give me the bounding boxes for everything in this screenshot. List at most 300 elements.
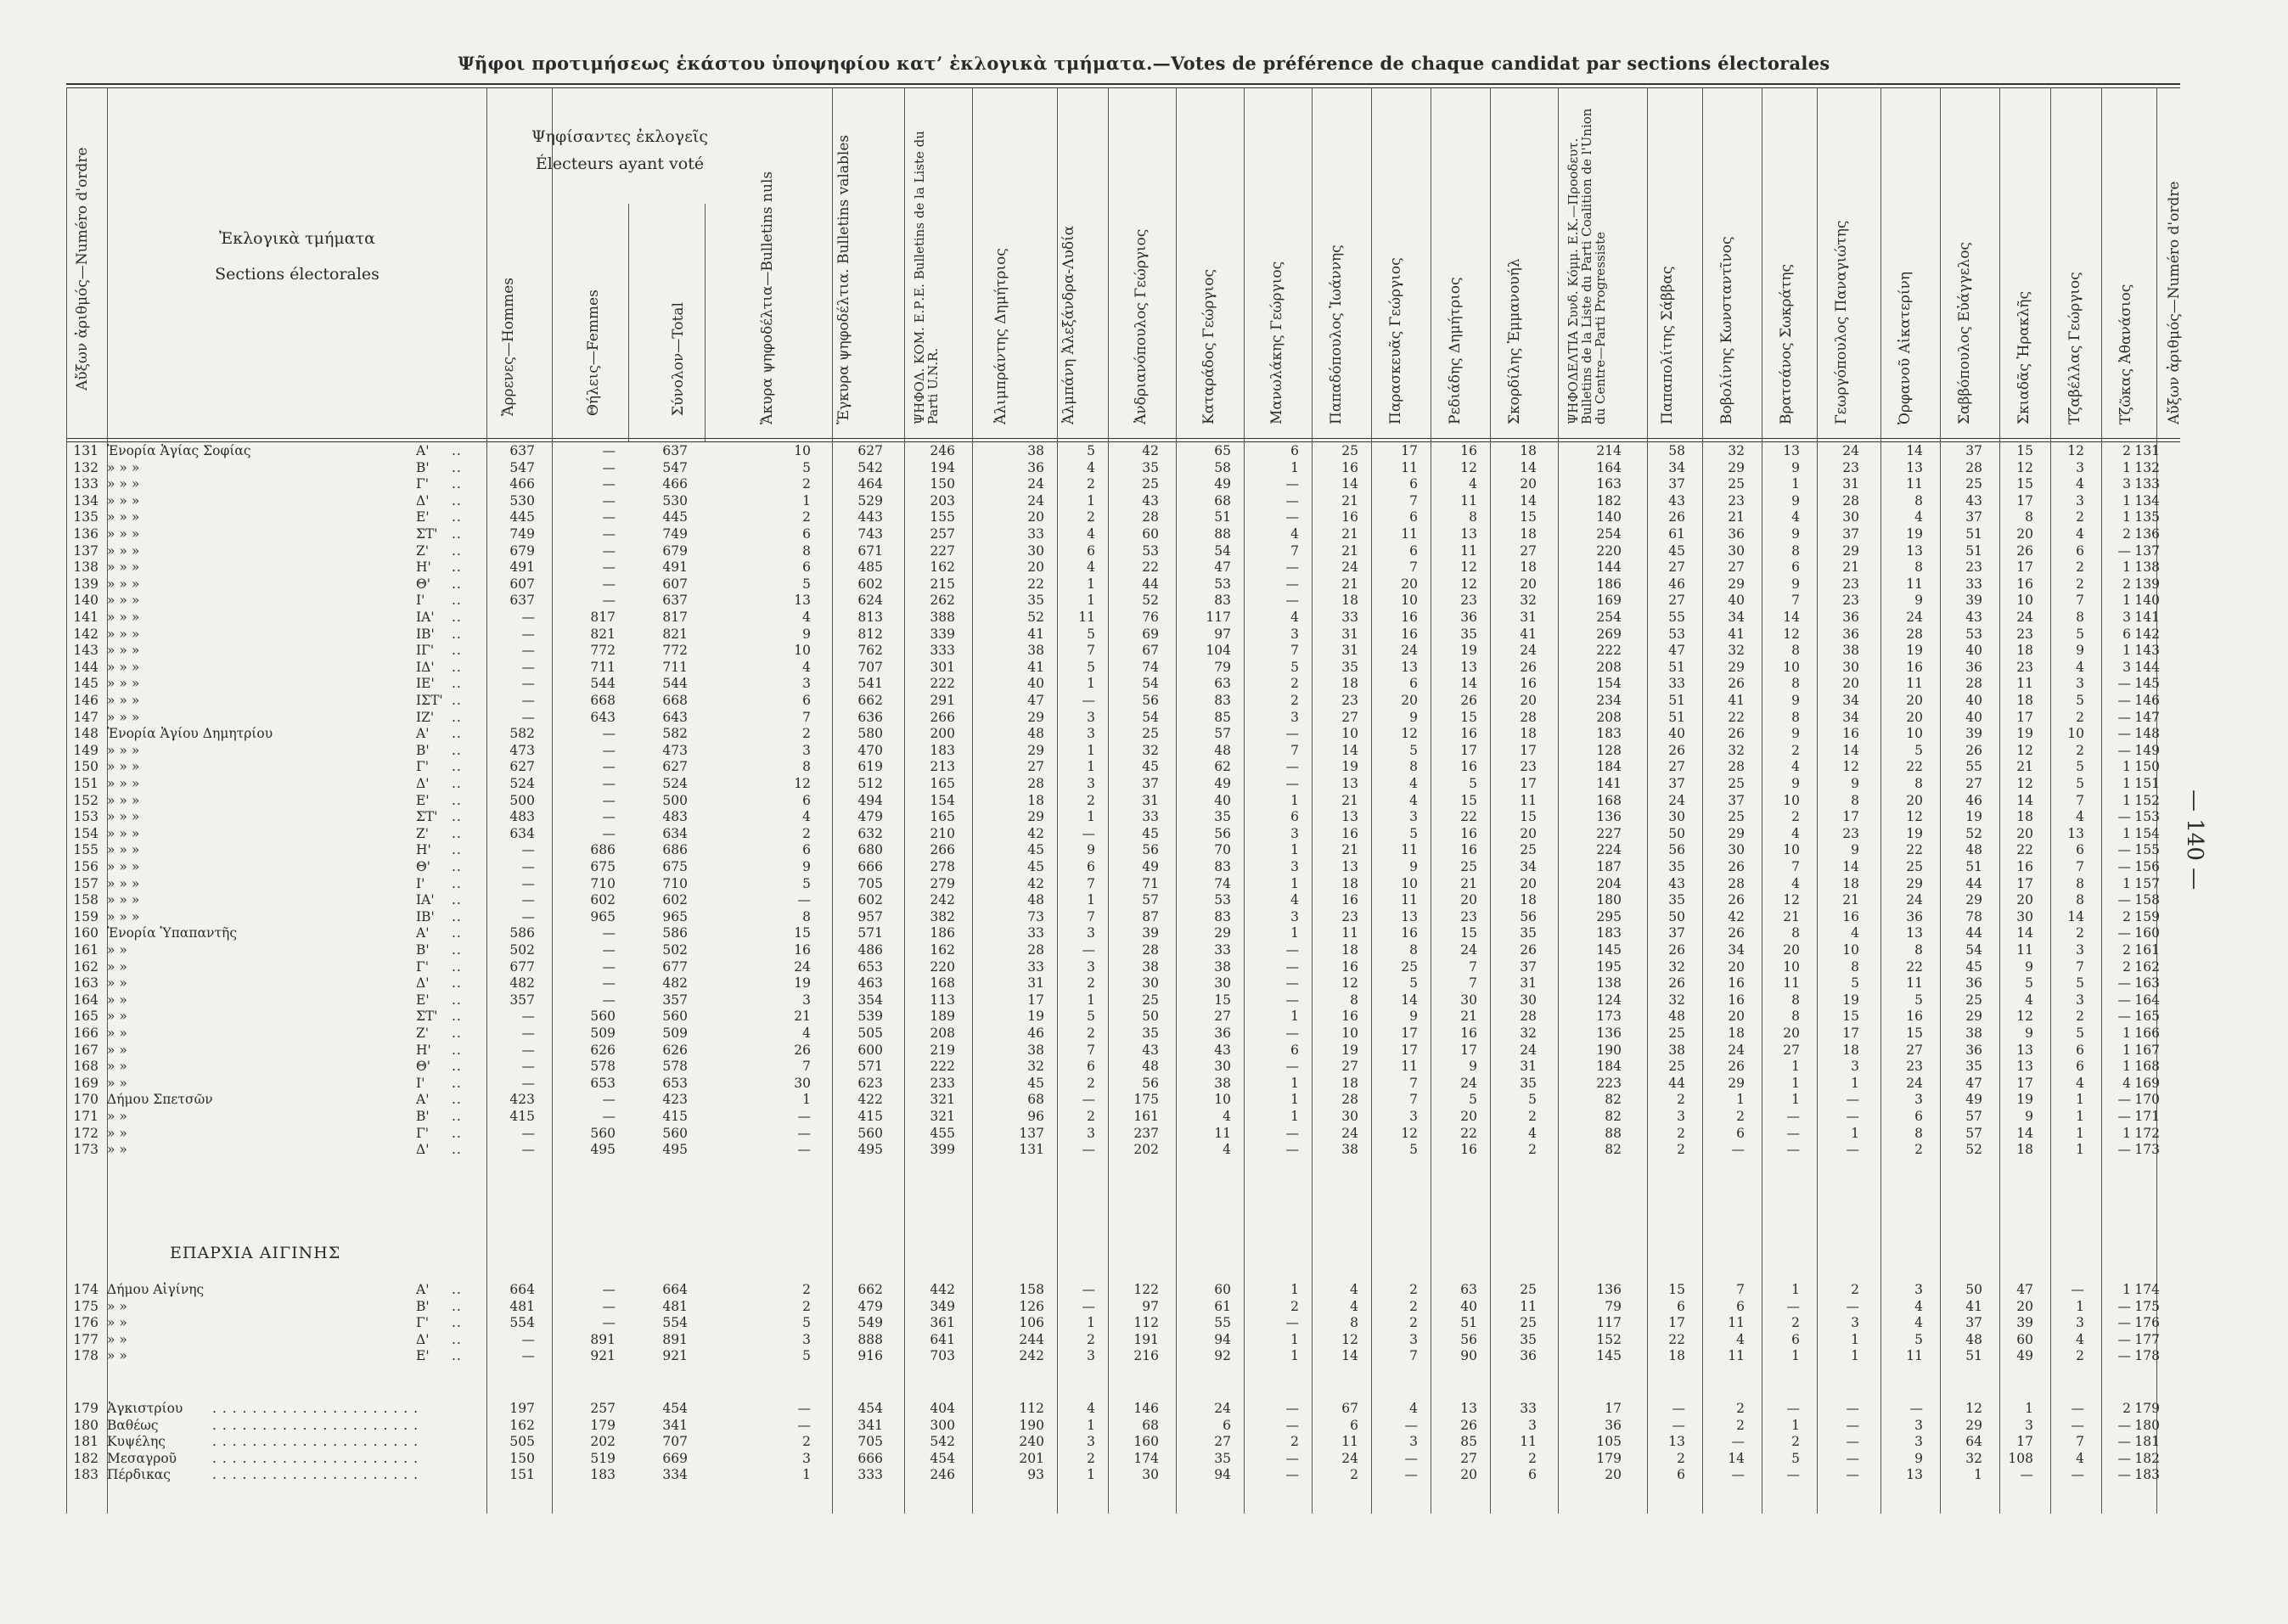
cell-value: — (797, 1125, 811, 1141)
cell-value: 8 (802, 542, 811, 559)
cell-value: 415 (662, 1109, 688, 1124)
table-row (0, 1434, 2288, 1450)
cell-value: — (1786, 1467, 1800, 1483)
cell-value: 33 (1965, 576, 1982, 592)
section-label: » » (107, 1315, 127, 1331)
cell-value: 1 (1087, 492, 1095, 509)
section-code: ΙΒ' (416, 908, 435, 924)
cell-value: 56 (1142, 842, 1159, 858)
cell-value: 5 (1851, 975, 1859, 992)
cell-value: — (2117, 1434, 2131, 1450)
cell-value: 67 (1341, 1401, 1358, 1416)
cell-value: 151 (509, 1467, 535, 1483)
cell-value: — (1285, 942, 1299, 958)
cell-value: 27 (1520, 542, 1537, 559)
cell-value: — (2117, 726, 2131, 742)
cell-value: 5 (2076, 776, 2084, 791)
cell-value: 106 (1019, 1315, 1044, 1331)
cell-value: 1 (2122, 459, 2131, 475)
cell-value: 491 (509, 559, 535, 576)
cell-value: — (1285, 576, 1299, 592)
cell-value: 30 (1142, 1467, 1159, 1483)
section-code: ΙΖ' (416, 709, 435, 725)
cell-value: 21 (1341, 842, 1358, 858)
order-number-right: 160 (2134, 925, 2160, 941)
cell-value: 25 (1965, 476, 1982, 492)
cell-value: 6 (1087, 859, 1095, 874)
cell-value: 1 (1290, 1109, 1299, 1124)
cell-value: 35 (1520, 925, 1537, 941)
cell-value: 122 (1133, 1282, 1159, 1297)
cell-value: 14 (1728, 1450, 1745, 1466)
cell-value: 1 (2122, 875, 2131, 891)
cell-value: 35 (1341, 659, 1358, 675)
cell-value: — (1846, 1092, 1859, 1108)
cell-value: 28 (1728, 759, 1745, 775)
cell-value: 227 (930, 542, 955, 559)
leader-dots: .. (452, 975, 462, 992)
cell-value: 257 (590, 1401, 616, 1416)
cell-value: 190 (1019, 1417, 1044, 1433)
cell-value: 677 (509, 958, 535, 975)
cell-value: 20 (1520, 576, 1537, 592)
cell-value: 25 (1460, 859, 1477, 874)
cell-value: 11 (1401, 892, 1418, 908)
cell-value: 481 (662, 1298, 688, 1314)
table-row (0, 593, 2288, 609)
cell-value: 2 (1851, 1282, 1859, 1297)
cell-value: 163 (1596, 476, 1622, 492)
cell-value: 266 (930, 709, 955, 725)
leader-dots: .. (452, 825, 462, 841)
cell-value: 14 (1842, 859, 1859, 874)
table-row (0, 1401, 2288, 1417)
cell-value: 49 (1142, 859, 1159, 874)
cell-value: 8 (1851, 792, 1859, 808)
cell-value: 653 (857, 958, 883, 975)
cell-value: 2 (2122, 1401, 2131, 1416)
cell-value: — (602, 925, 616, 941)
cell-value: 1 (1290, 925, 1299, 941)
cell-value: 50 (1142, 1009, 1159, 1025)
cell-value: 9 (1409, 1009, 1418, 1025)
cell-value: 560 (662, 1009, 688, 1025)
cell-value: 12 (1460, 459, 1477, 475)
cell-value: 5 (1409, 975, 1418, 992)
cell-value: 15 (1842, 1009, 1859, 1025)
cell-value: 22 (1728, 709, 1745, 725)
table-row (0, 1109, 2288, 1125)
cell-value: 3 (2122, 610, 2131, 625)
section-label: » » (107, 958, 127, 975)
cell-value: 30 (1214, 975, 1231, 992)
cell-value: 25 (1668, 1026, 1685, 1041)
cell-value: 28 (1027, 776, 1044, 791)
cell-value: 20 (1460, 1467, 1477, 1483)
cell-value: 45 (1027, 1075, 1044, 1091)
cell-value: 41 (1520, 626, 1537, 642)
cell-value: 5 (1087, 626, 1095, 642)
cell-value: 8 (802, 759, 811, 775)
cell-value: 653 (662, 1075, 688, 1091)
cell-value: 21 (1783, 908, 1800, 924)
cell-value: 2 (2076, 1009, 2084, 1025)
cell-value: 12 (1906, 809, 1923, 825)
leader-dots: .. (452, 626, 462, 642)
cell-value: 19 (1027, 1009, 1044, 1025)
cell-value: 4 (2122, 1075, 2131, 1091)
cell-value: 49 (1965, 1092, 1982, 1108)
cell-value: — (602, 559, 616, 576)
order-number-left: 171 (73, 1109, 98, 1124)
cell-value: 454 (930, 1450, 955, 1466)
cell-value: 63 (1460, 1282, 1477, 1297)
order-number-right: 177 (2134, 1331, 2160, 1347)
order-number-left: 162 (73, 958, 98, 975)
cell-value: 22 (1668, 1331, 1685, 1347)
cell-value: 1 (1290, 1282, 1299, 1297)
cell-value: 32 (1142, 742, 1159, 758)
cell-value: 495 (857, 1142, 883, 1158)
leader-dots: . . . . . . . . . . . . . . . . . . . . . (212, 1434, 419, 1450)
cell-value: — (521, 676, 535, 692)
cell-value: 208 (1596, 659, 1622, 675)
cell-value: 1 (1791, 1092, 1800, 1108)
cell-value: 37 (1142, 776, 1159, 791)
cell-value: 52 (1027, 610, 1044, 625)
cell-value: 58 (1668, 443, 1685, 458)
order-number-right: 169 (2134, 1075, 2160, 1091)
cell-value: 30 (1027, 542, 1044, 559)
order-number-right: 179 (2134, 1401, 2160, 1416)
cell-value: 1 (1290, 875, 1299, 891)
cell-value: 47 (1668, 643, 1685, 659)
section-label: » » » (107, 742, 140, 758)
leader-dots: .. (452, 1331, 462, 1347)
section-code: Δ' (416, 1331, 430, 1347)
cell-value: — (2117, 542, 2131, 559)
cell-value: 2 (2122, 443, 2131, 458)
cell-value: 749 (509, 526, 535, 542)
cell-value: — (602, 742, 616, 758)
cell-value: — (1285, 1417, 1299, 1433)
cell-value: 24 (1842, 443, 1859, 458)
cell-value: 242 (930, 892, 955, 908)
cell-value: 35 (1965, 1059, 1982, 1075)
cell-value: — (1846, 1401, 1859, 1416)
cell-value: 17 (1027, 992, 1044, 1008)
cell-value: 38 (1668, 1042, 1685, 1058)
cell-value: 24 (1027, 492, 1044, 509)
cell-value: 56 (1668, 842, 1685, 858)
cell-value: 41 (1728, 693, 1745, 708)
cell-value: 1 (2122, 792, 2131, 808)
cell-value: 7 (1087, 908, 1095, 924)
cell-value: 2 (1528, 1109, 1537, 1124)
cell-value: 8 (1914, 492, 1923, 509)
cell-value: 473 (662, 742, 688, 758)
order-number-right: 146 (2134, 693, 2160, 708)
cell-value: 15 (2016, 476, 2033, 492)
cell-value: — (1404, 1417, 1418, 1433)
cell-value: — (602, 992, 616, 1008)
cell-value: 46 (1027, 1026, 1044, 1041)
cell-value: 8 (1350, 1315, 1358, 1331)
cell-value: 22 (1142, 559, 1159, 576)
cell-value: 602 (662, 892, 688, 908)
cell-value: 23 (2016, 659, 2033, 675)
cell-value: 4 (802, 809, 811, 825)
order-number-right: 147 (2134, 709, 2160, 725)
section-label: » » (107, 975, 127, 992)
section-code: Γ' (416, 476, 430, 492)
cell-value: 8 (1791, 676, 1800, 692)
section-code: ΙΒ' (416, 626, 435, 642)
cell-value: 11 (1728, 1348, 1745, 1364)
cell-value: 20 (1906, 792, 1923, 808)
leader-dots: .. (452, 1125, 462, 1141)
cell-value: 2 (802, 1434, 811, 1450)
cell-value: 173 (1596, 1009, 1622, 1025)
section-label: » » » (107, 825, 140, 841)
cell-value: 1 (1851, 1075, 1859, 1091)
cell-value: 49 (1214, 776, 1231, 791)
cell-value: 4 (1087, 526, 1095, 542)
cell-value: 483 (662, 809, 688, 825)
cell-value: 10 (794, 643, 811, 659)
order-number-left: 181 (73, 1434, 98, 1450)
cell-value: 26 (1668, 942, 1685, 958)
section-label: » » » (107, 659, 140, 675)
cell-value: — (602, 792, 616, 808)
cell-value: 9 (1914, 1450, 1923, 1466)
cell-value: 34 (1842, 709, 1859, 725)
cell-value: 10 (1401, 593, 1418, 609)
cell-value: 12 (1460, 559, 1477, 576)
cell-value: 9 (1409, 859, 1418, 874)
cell-value: — (1285, 726, 1299, 742)
cell-value: 26 (1460, 693, 1477, 708)
cell-value: 4 (2076, 809, 2084, 825)
cell-value: 711 (590, 659, 616, 675)
cell-value: 643 (662, 709, 688, 725)
cell-value: — (797, 1417, 811, 1433)
cell-value: 53 (1214, 892, 1231, 908)
cell-value: 18 (1027, 792, 1044, 808)
cell-value: 27 (1965, 776, 1982, 791)
cell-value: 705 (857, 875, 883, 891)
cell-value: 58 (1214, 459, 1231, 475)
section-code: Θ' (416, 1059, 430, 1075)
cell-value: 24 (1520, 1042, 1537, 1058)
cell-value: 7 (1409, 492, 1418, 509)
order-number-left: 141 (73, 610, 98, 625)
cell-value: 3 (1290, 626, 1299, 642)
order-number-right: 148 (2134, 726, 2160, 742)
cell-value: 20 (1401, 576, 1418, 592)
cell-value: 27 (1668, 593, 1685, 609)
cell-value: 485 (857, 559, 883, 576)
cell-value: 17 (1605, 1401, 1622, 1416)
cell-value: — (2117, 1298, 2131, 1314)
cell-value: 30 (2016, 908, 2033, 924)
cell-value: 25 (1965, 992, 1982, 1008)
leader-dots: .. (452, 593, 462, 609)
leader-dots: .. (452, 942, 462, 958)
cell-value: 35 (1027, 593, 1044, 609)
cell-value: 43 (1668, 492, 1685, 509)
cell-value: 13 (1341, 776, 1358, 791)
table-row (0, 1142, 2288, 1158)
cell-value: 29 (1965, 892, 1982, 908)
cell-value: 203 (930, 492, 955, 509)
cell-value: 17 (1842, 809, 1859, 825)
cell-value: 1 (2122, 1282, 2131, 1297)
cell-value: 32 (1728, 742, 1745, 758)
cell-value: 25 (1728, 476, 1745, 492)
cell-value: 388 (930, 610, 955, 625)
table-row (0, 842, 2288, 858)
cell-value: 16 (1520, 676, 1537, 692)
cell-value: 202 (1133, 1142, 1159, 1158)
cell-value: 7 (1087, 875, 1095, 891)
cell-value: 28 (1142, 509, 1159, 525)
cell-value: 6 (1528, 1467, 1537, 1483)
cell-value: 19 (794, 975, 811, 992)
cell-value: 3 (1087, 1348, 1095, 1364)
cell-value: 422 (857, 1092, 883, 1108)
cell-value: 28 (1520, 709, 1537, 725)
cell-value: 2 (802, 1298, 811, 1314)
column-header: Ἔγκυρα ψηφοδέλτια. Bulletins valables (835, 134, 852, 424)
cell-value: 33 (1214, 942, 1231, 958)
cell-value: 2 (802, 726, 811, 742)
cell-value: 22 (1460, 1125, 1477, 1141)
section-label: » » » (107, 859, 140, 874)
cell-value: 8 (1791, 992, 1800, 1008)
cell-value: 27 (1668, 559, 1685, 576)
cell-value: 48 (1965, 1331, 1982, 1347)
cell-value: 136 (1596, 1026, 1622, 1041)
cell-value: 1 (1087, 576, 1095, 592)
cell-value: 28 (1520, 1009, 1537, 1025)
cell-value: 1 (1791, 1075, 1800, 1091)
cell-value: 36 (1605, 1417, 1622, 1433)
order-number-left: 145 (73, 676, 98, 692)
table-row (0, 676, 2288, 692)
section-label: » » » (107, 576, 140, 592)
cell-value: 9 (2076, 643, 2084, 659)
cell-value: 921 (662, 1348, 688, 1364)
cell-value: 20 (2016, 825, 2033, 841)
cell-value: 47 (1965, 1075, 1982, 1091)
order-number-left: 131 (73, 443, 98, 458)
cell-value: 602 (590, 892, 616, 908)
cell-value: 6 (1409, 676, 1418, 692)
cell-value: 7 (1409, 1348, 1418, 1364)
cell-value: 2 (1087, 476, 1095, 492)
cell-value: 27 (1214, 1434, 1231, 1450)
column-header: Ὀρφανοῦ Αἰκατερίνη (1897, 271, 1914, 424)
cell-value: 43 (1142, 1042, 1159, 1058)
cell-value: — (1731, 1142, 1745, 1158)
cell-value: 42 (1027, 875, 1044, 891)
column-header: Τζαβέλλας Γεώργιος (2066, 272, 2083, 424)
cell-value: 14 (2067, 908, 2084, 924)
cell-value: 20 (1783, 1026, 1800, 1041)
cell-value: 43 (1142, 492, 1159, 509)
cell-value: 27 (1783, 1042, 1800, 1058)
cell-value: 52 (1965, 1142, 1982, 1158)
cell-value: 5 (1914, 992, 1923, 1008)
cell-value: 15 (1668, 1282, 1685, 1297)
cell-value: 445 (509, 509, 535, 525)
cell-value: 11 (2016, 676, 2033, 692)
cell-value: — (521, 1125, 535, 1141)
cell-value: — (2117, 1009, 2131, 1025)
cell-value: 154 (1596, 676, 1622, 692)
cell-value: 6 (1677, 1467, 1685, 1483)
cell-value: 1 (1851, 1331, 1859, 1347)
cell-value: 14 (1842, 742, 1859, 758)
cell-value: 560 (590, 1009, 616, 1025)
order-number-right: 161 (2134, 942, 2160, 958)
order-number-right: 174 (2134, 1282, 2160, 1297)
cell-value: 1 (2122, 1026, 2131, 1041)
cell-value: 24 (2016, 610, 2033, 625)
cell-value: 20 (1842, 676, 1859, 692)
cell-value: 2 (1087, 1026, 1095, 1041)
table-row (0, 543, 2288, 559)
cell-value: 2 (1087, 1331, 1095, 1347)
order-number-right: 139 (2134, 576, 2160, 592)
section-code: ΙΑ' (416, 892, 435, 908)
cell-value: 5 (2076, 626, 2084, 642)
section-code: ΙΔ' (416, 659, 435, 675)
cell-value: 8 (1791, 709, 1800, 725)
cell-value: 3 (1677, 1109, 1685, 1124)
table-row (0, 576, 2288, 593)
cell-value: 20 (1605, 1467, 1622, 1483)
cell-value: 26 (1965, 742, 1982, 758)
cell-value: 6 (1350, 1417, 1358, 1433)
cell-value: 38 (1027, 443, 1044, 458)
cell-value: 21 (1341, 542, 1358, 559)
order-number-left: 166 (73, 1026, 98, 1041)
cell-value: 2 (1087, 792, 1095, 808)
cell-value: 4 (1791, 825, 1800, 841)
cell-value: 8 (1914, 1125, 1923, 1141)
cell-value: — (1285, 958, 1299, 975)
cell-value: 666 (857, 859, 883, 874)
cell-value: 16 (1460, 825, 1477, 841)
cell-value: 24 (1401, 643, 1418, 659)
section-label: » » (107, 1109, 127, 1124)
cell-value: 2 (1290, 676, 1299, 692)
section-label: » » » (107, 792, 140, 808)
cell-value: 19 (1842, 992, 1859, 1008)
order-number-right: 140 (2134, 593, 2160, 609)
cell-value: 32 (1520, 1026, 1537, 1041)
cell-value: 491 (662, 559, 688, 576)
cell-value: 16 (1341, 825, 1358, 841)
cell-value: 32 (1027, 1059, 1044, 1075)
cell-value: 3 (802, 1450, 811, 1466)
cell-value: 4 (2076, 1450, 2084, 1466)
cell-value: 68 (1214, 492, 1231, 509)
cell-value: 21 (1341, 526, 1358, 542)
column-header: Παπαπολίτης Σάββας (1659, 266, 1676, 424)
